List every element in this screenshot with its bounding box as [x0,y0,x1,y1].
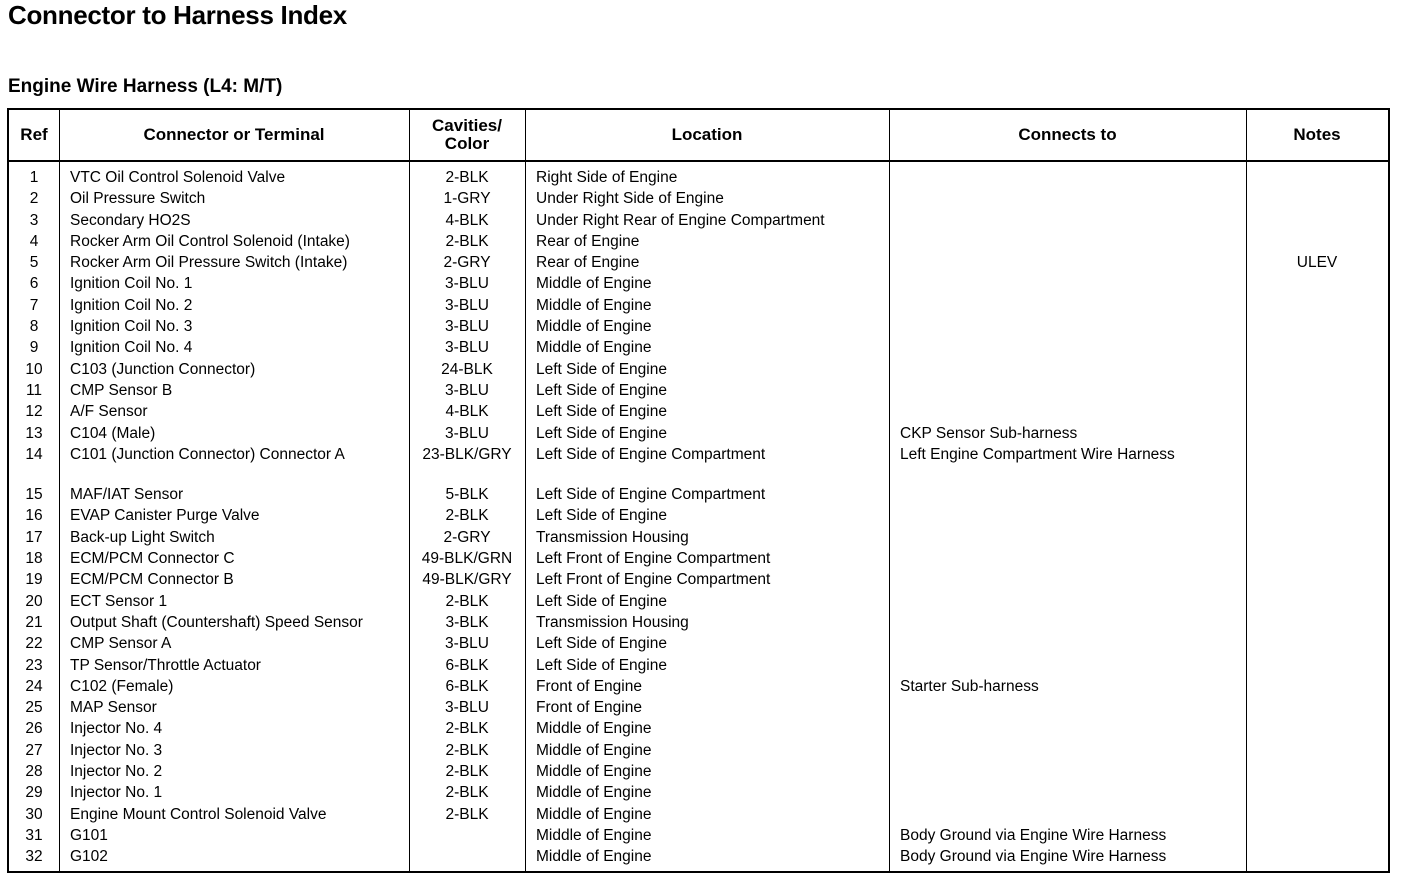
row-ref: 27 [25,741,43,759]
row-location: Under Right Side of Engine [536,190,724,208]
row-connects-to [889,505,1246,526]
row-notes [1246,569,1388,590]
row-connects-to [889,295,1246,316]
row-connector: Output Shaft (Countershaft) Speed Sensor [70,613,363,631]
table-row [9,423,1388,444]
row-notes [1246,740,1388,761]
row-cavities: 2-BLK [445,784,489,802]
row-location: Middle of Engine [536,784,652,802]
row-location: Left Side of Engine [536,656,667,674]
row-location: Middle of Engine [536,805,652,823]
row-notes [1246,804,1388,825]
row-connects-to [889,465,1246,505]
header-notes: Notes [1246,110,1388,161]
row-notes [1246,273,1388,294]
row-cavities: 23-BLK/GRY [422,445,512,463]
row-connects-to [889,697,1246,718]
row-notes [1246,316,1388,337]
harness-index-table [7,108,1390,873]
row-cavities: 2-BLK [445,741,489,759]
row-connector: Ignition Coil No. 1 [70,275,193,293]
row-connects-to: Body Ground via Engine Wire Harness [900,826,1167,844]
table-row [9,761,1388,782]
table-row [9,676,1388,697]
table-row [9,231,1388,252]
row-ref: 16 [25,507,43,525]
row-cavities: 2-BLK [445,169,489,186]
row-connector: Secondary HO2S [70,211,191,229]
row-ref: 24 [25,677,43,695]
row-location: Left Front of Engine Compartment [536,550,771,568]
row-connects-to [889,161,1246,188]
table-body [9,161,1388,868]
table-row [9,337,1388,358]
table-row [9,188,1388,209]
row-connector: Injector No. 3 [70,741,163,759]
row-cavities [409,825,525,846]
row-connector: VTC Oil Control Solenoid Valve [70,169,286,186]
row-location: Middle of Engine [536,275,652,293]
row-notes [1246,676,1388,697]
row-notes [1246,697,1388,718]
row-connects-to [889,804,1246,825]
row-ref: 8 [29,318,39,336]
row-connector: Ignition Coil No. 2 [70,296,193,314]
row-location: Left Side of Engine [536,592,667,610]
table-row [9,569,1388,590]
row-connector: C102 (Female) [70,677,174,695]
row-cavities: 2-GRY [443,528,491,546]
header-cavities-line2: Color [444,134,490,153]
row-notes: ULEV [1296,254,1338,272]
row-connector: Engine Mount Control Solenoid Valve [70,805,327,823]
row-ref: 15 [25,486,43,504]
row-location: Left Front of Engine Compartment [536,571,771,589]
row-connects-to [889,231,1246,252]
row-ref: 10 [25,360,43,378]
header-connector: Connector or Terminal [59,110,409,161]
row-cavities: 24-BLK [441,360,493,378]
header-cavities-line1: Cavities/ [432,116,502,135]
row-location: Transmission Housing [536,528,689,546]
row-ref: 2 [29,190,39,208]
row-cavities: 2-BLK [445,232,489,250]
row-notes [1246,359,1388,380]
header-cavities [409,110,525,161]
row-cavities: 4-BLK [445,403,489,421]
row-ref: 28 [25,763,43,781]
row-connector: Back-up Light Switch [70,528,215,546]
row-connects-to [889,548,1246,569]
row-cavities: 2-BLK [445,763,489,781]
table-row [9,380,1388,401]
row-notes [1246,295,1388,316]
row-cavities: 49-BLK/GRY [422,571,512,589]
row-cavities: 3-BLU [445,699,489,717]
table-row [9,612,1388,633]
row-ref: 4 [29,232,39,250]
row-cavities: 2-BLK [445,805,489,823]
row-location: Left Side of Engine [536,635,667,653]
table-row [9,718,1388,739]
row-ref: 21 [25,613,43,631]
row-connects-to [889,188,1246,209]
row-connector: CMP Sensor B [70,381,173,399]
row-ref: 6 [29,275,39,293]
row-notes [1246,527,1388,548]
table-row [9,359,1388,380]
row-ref: 13 [25,424,43,442]
row-notes [1246,231,1388,252]
row-ref: 5 [29,254,39,272]
table-row [9,210,1388,231]
row-notes [1246,380,1388,401]
index-table [9,110,1388,868]
row-ref: 18 [25,550,43,568]
row-location: Left Side of Engine Compartment [536,486,766,504]
row-cavities [409,846,525,867]
row-connector: C101 (Junction Connector) Connector A [70,445,345,463]
row-notes [1246,465,1388,505]
row-location: Middle of Engine [536,318,652,336]
row-ref: 32 [25,848,43,866]
row-connector: Injector No. 4 [70,720,163,738]
row-connector: G102 [70,848,108,866]
table-row [9,316,1388,337]
row-connects-to [889,569,1246,590]
row-location: Middle of Engine [536,826,652,844]
row-connects-to [889,740,1246,761]
table-row [9,548,1388,569]
row-cavities: 2-GRY [443,254,491,272]
row-connector: CMP Sensor A [70,635,172,653]
row-location: Transmission Housing [536,613,689,631]
row-ref: 29 [25,784,43,802]
page-title: Connector to Harness Index [8,0,347,30]
table-row [9,401,1388,422]
row-ref: 9 [29,339,39,357]
row-location: Middle of Engine [536,296,652,314]
row-ref: 25 [25,699,43,717]
row-notes [1246,655,1388,676]
row-cavities: 3-BLU [445,424,489,442]
row-location: Rear of Engine [536,254,640,272]
row-connects-to: Body Ground via Engine Wire Harness [900,848,1167,866]
row-cavities: 2-BLK [445,592,489,610]
row-connects-to [889,782,1246,803]
row-notes [1246,161,1388,188]
row-connects-to [889,633,1246,654]
row-connector: ECM/PCM Connector C [70,550,235,568]
table-header-row [9,110,1388,161]
row-connector: G101 [70,826,108,844]
table-row [9,740,1388,761]
row-connector: ECM/PCM Connector B [70,571,234,589]
row-notes [1246,846,1388,867]
table-row [9,527,1388,548]
row-notes [1246,548,1388,569]
row-connector: C104 (Male) [70,424,156,442]
table-row [9,444,1388,465]
row-cavities: 4-BLK [445,211,489,229]
row-location: Left Side of Engine [536,507,667,525]
table-row [9,161,1388,188]
row-ref: 19 [25,571,43,589]
row-connects-to [889,359,1246,380]
header-location: Location [525,110,889,161]
row-cavities: 49-BLK/GRN [421,550,513,568]
row-notes [1246,444,1388,465]
row-notes [1246,612,1388,633]
row-connector: Rocker Arm Oil Control Solenoid (Intake) [70,232,350,250]
row-location: Front of Engine [536,699,642,717]
table-row [9,846,1388,867]
row-connects-to [889,527,1246,548]
table-row [9,252,1388,273]
row-cavities: 2-BLK [445,720,489,738]
row-cavities: 6-BLK [445,656,489,674]
row-location: Left Side of Engine [536,360,667,378]
row-notes [1246,505,1388,526]
row-connector: A/F Sensor [70,403,148,421]
row-notes [1246,423,1388,444]
table-row [9,295,1388,316]
row-connector: Injector No. 2 [70,763,163,781]
row-connects-to [889,761,1246,782]
row-connects-to [889,273,1246,294]
section-title: Engine Wire Harness (L4: M/T) [8,76,283,97]
row-location: Left Side of Engine [536,381,667,399]
row-location: Front of Engine [536,677,642,695]
row-ref: 7 [29,296,39,314]
row-connects-to: Starter Sub-harness [900,677,1039,695]
row-ref: 31 [25,826,43,844]
row-connector: ECT Sensor 1 [70,592,168,610]
table-row [9,697,1388,718]
row-ref: 11 [25,381,43,399]
row-location: Right Side of Engine [536,169,678,186]
row-ref: 26 [25,720,43,738]
row-connects-to [889,337,1246,358]
row-location: Middle of Engine [536,848,652,866]
row-connects-to [889,718,1246,739]
row-cavities: 3-BLU [445,275,489,293]
row-notes [1246,401,1388,422]
row-location: Left Side of Engine [536,403,667,421]
row-connector: Rocker Arm Oil Pressure Switch (Intake) [70,254,348,272]
row-connects-to: CKP Sensor Sub-harness [900,424,1078,442]
table-row [9,465,1388,505]
table-row [9,825,1388,846]
row-connects-to [889,252,1246,273]
row-connector: MAP Sensor [70,699,157,717]
table-row [9,273,1388,294]
row-location: Middle of Engine [536,339,652,357]
row-connector: Ignition Coil No. 3 [70,318,193,336]
table-row [9,591,1388,612]
row-connects-to [889,401,1246,422]
row-location: Left Side of Engine [536,424,667,442]
row-notes [1246,633,1388,654]
row-connects-to [889,591,1246,612]
row-location: Middle of Engine [536,763,652,781]
row-cavities: 1-GRY [443,190,491,208]
row-notes [1246,337,1388,358]
row-cavities: 3-BLU [445,318,489,336]
header-ref: Ref [9,110,59,161]
row-connector: TP Sensor/Throttle Actuator [70,656,261,674]
row-cavities: 6-BLK [445,677,489,695]
row-connects-to [889,316,1246,337]
row-location: Left Side of Engine Compartment [536,445,766,463]
row-notes [1246,782,1388,803]
row-connector: EVAP Canister Purge Valve [70,507,260,525]
table-row [9,782,1388,803]
row-notes [1246,210,1388,231]
table-row [9,655,1388,676]
row-connects-to [889,612,1246,633]
row-connects-to [889,655,1246,676]
row-connector: Oil Pressure Switch [70,190,206,208]
row-connector: MAF/IAT Sensor [70,486,184,504]
row-ref: 17 [25,528,43,546]
table-row [9,804,1388,825]
row-notes [1246,718,1388,739]
row-connects-to [889,210,1246,231]
row-ref: 12 [25,403,43,421]
row-cavities: 5-BLK [445,486,489,504]
row-notes [1246,825,1388,846]
row-connector: Injector No. 1 [70,784,163,802]
row-notes [1246,591,1388,612]
row-ref: 14 [25,445,43,463]
row-cavities: 3-BLU [445,296,489,314]
row-cavities: 3-BLU [445,381,489,399]
row-connects-to: Left Engine Compartment Wire Harness [900,445,1175,463]
row-ref: 20 [25,592,43,610]
table-row [9,505,1388,526]
row-notes [1246,761,1388,782]
row-cavities: 3-BLK [445,613,489,631]
row-ref: 22 [25,635,43,653]
row-connector: Ignition Coil No. 4 [70,339,193,357]
row-connector: C103 (Junction Connector) [70,360,256,378]
row-ref: 1 [29,169,39,186]
row-location: Rear of Engine [536,232,640,250]
table-row [9,633,1388,654]
row-ref: 3 [29,211,39,229]
row-cavities: 3-BLU [445,635,489,653]
header-connects-to: Connects to [889,110,1246,161]
row-notes [1246,188,1388,209]
row-ref: 30 [25,805,43,823]
row-location: Middle of Engine [536,720,652,738]
row-connects-to [889,380,1246,401]
row-ref: 23 [25,656,43,674]
row-cavities: 2-BLK [445,507,489,525]
row-cavities: 3-BLU [445,339,489,357]
row-location: Middle of Engine [536,741,652,759]
row-location: Under Right Rear of Engine Compartment [536,211,825,229]
